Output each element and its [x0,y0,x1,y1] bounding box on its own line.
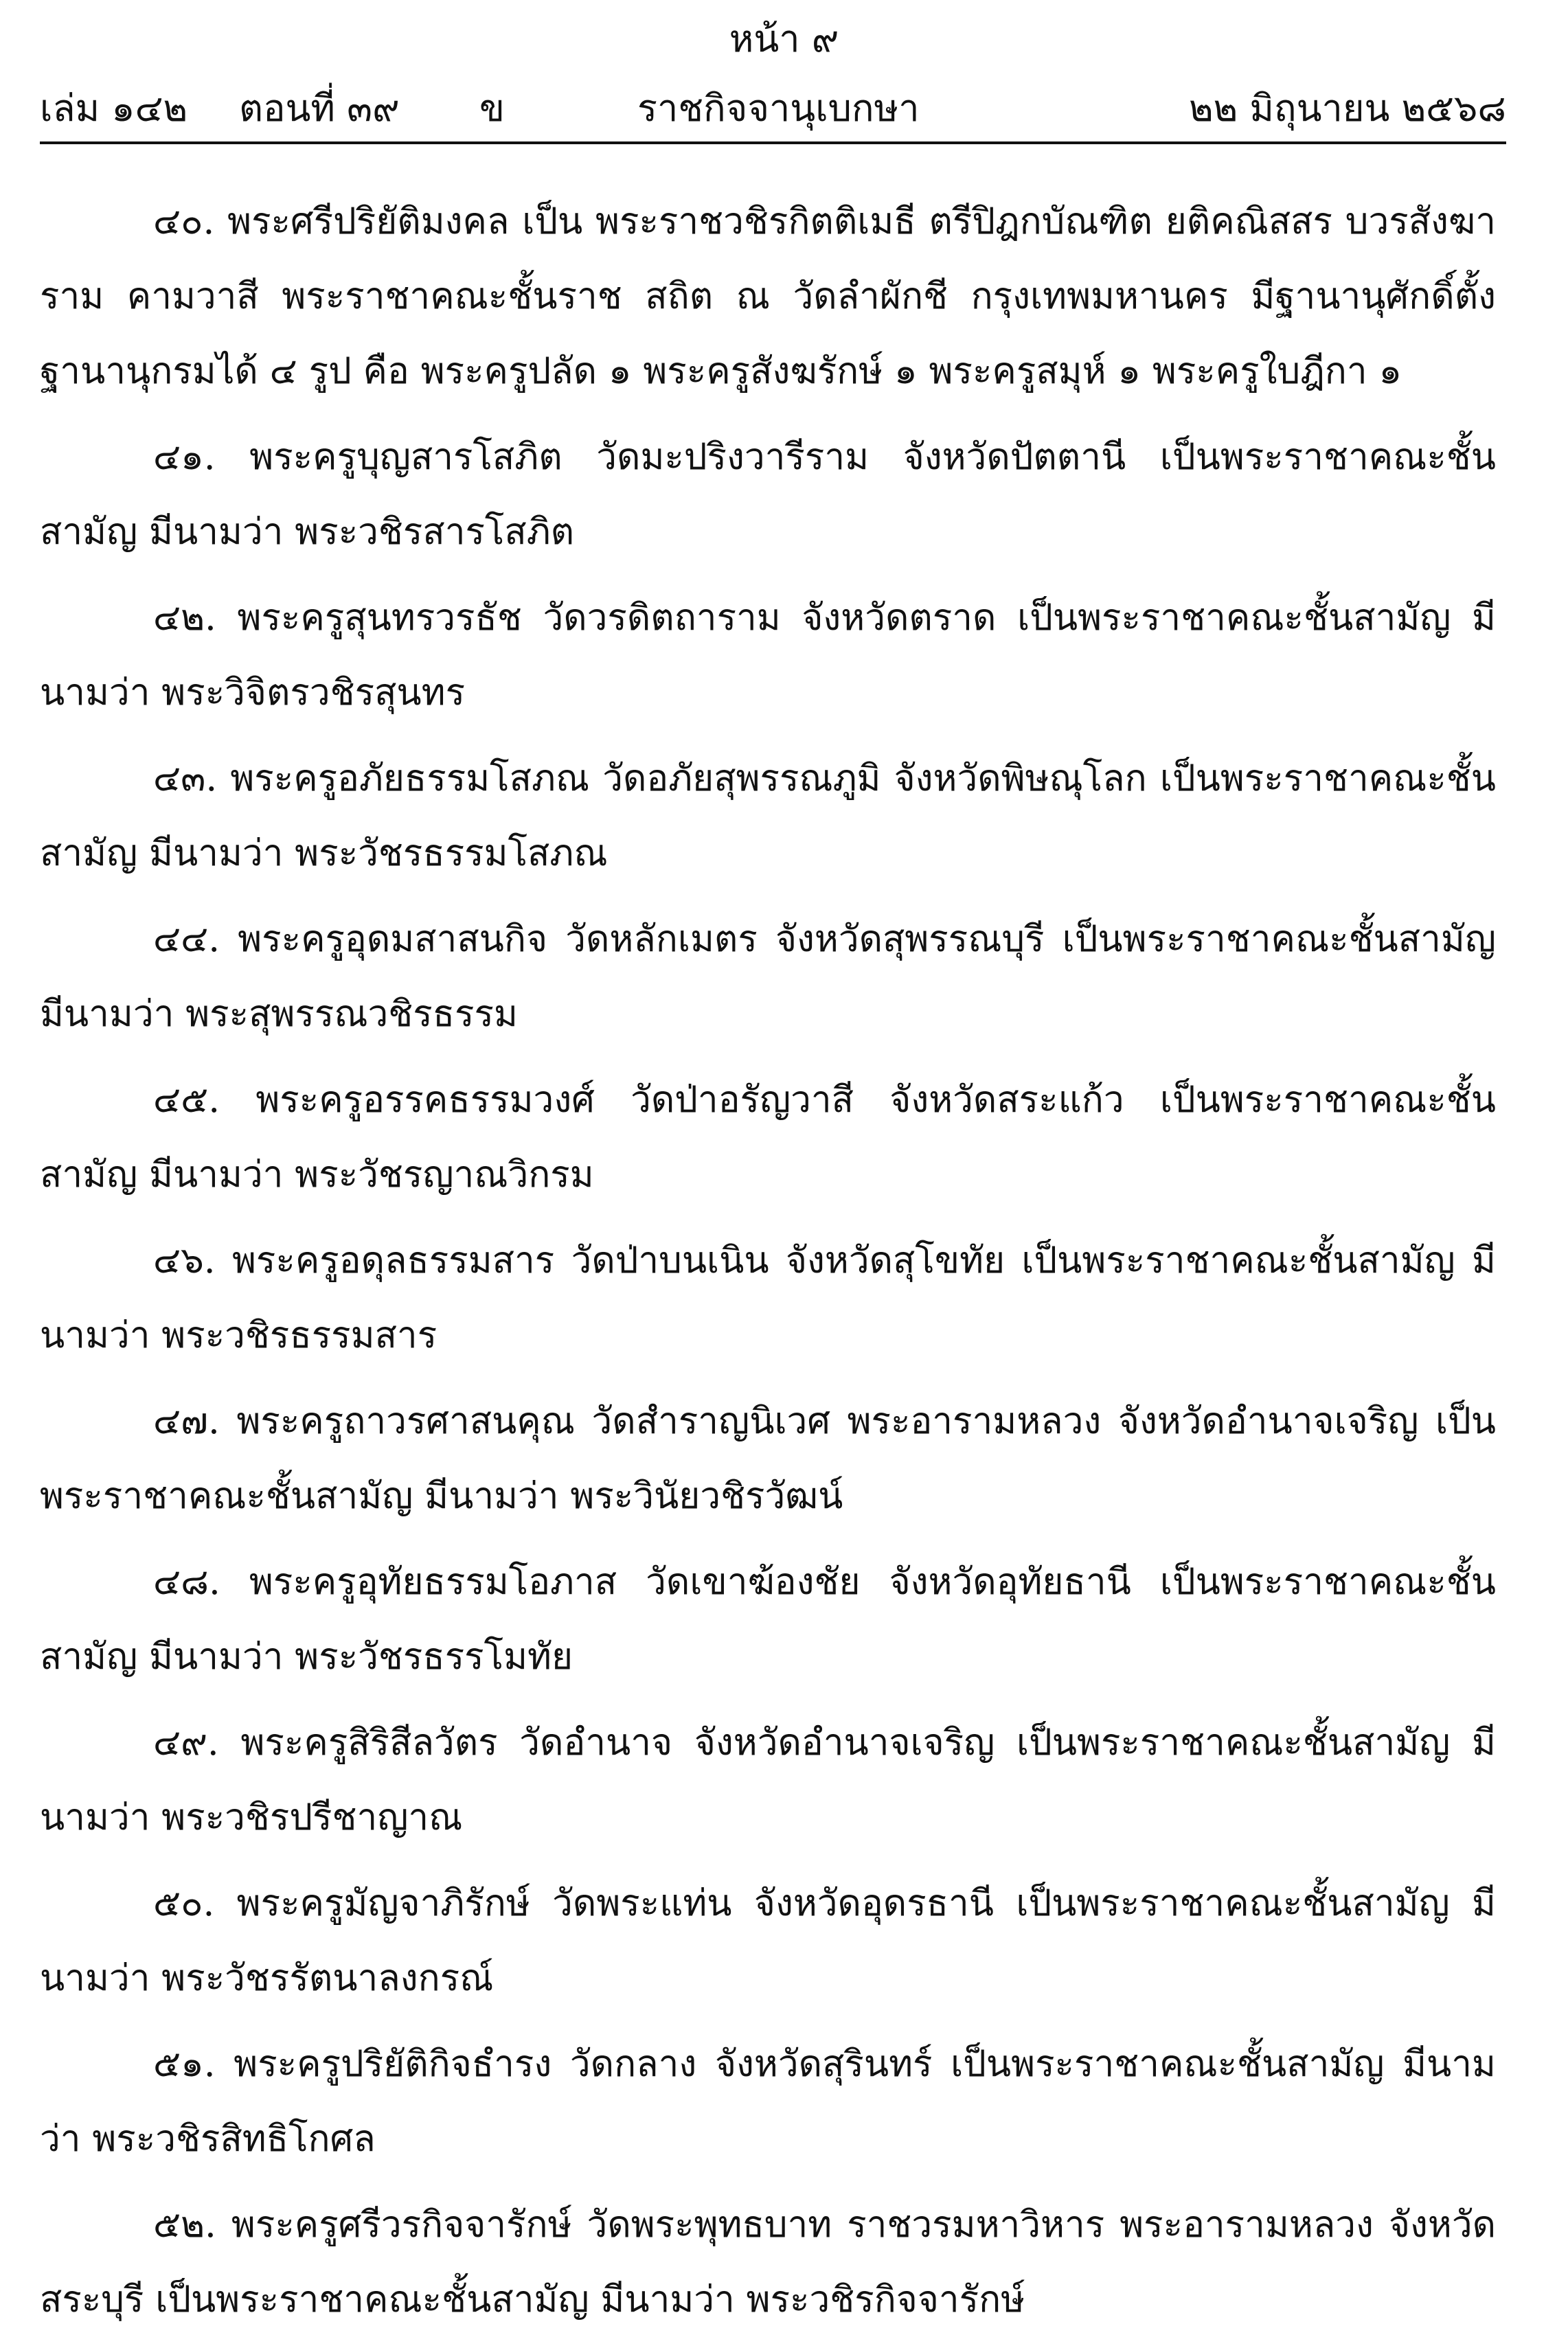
part-label: ข [479,87,505,130]
volume-number: เล่ม ๑๔๒ [40,87,188,130]
list-item: ๔๒. พระครูสุนทรวรธัช วัดวรดิตถาราม จังหวัดตราด เป็นพระราชาคณะชั้นสามัญ มีนามว่า พระวิจิตรวชิรสุนทร [40,597,1496,714]
section-number: ตอนที่ ๓๙ [239,87,400,130]
running-header [40,81,1506,136]
list-item: ๔๕. พระครูอรรคธรรมวงศ์ วัดป่าอรัญวาสี จังหวัดสระแก้ว เป็นพระราชาคณะชั้นสามัญ มีนามว่า พระวัชรญาณวิกรม [40,1079,1496,1196]
list-item: ๔๙. พระครูสิริสีลวัตร วัดอำนาจ จังหวัดอำนาจเจริญ เป็นพระราชาคณะชั้นสามัญ มีนามว่า พระวชิรปรีชาญาณ [40,1722,1496,1838]
list-item: ๔๔. พระครูอุดมสาสนกิจ วัดหลักเมตร จังหวัดสุพรรณบุรี เป็นพระราชาคณะชั้นสามัญ มีนามว่า พระสุพรรณวชิรธรรม [40,918,1496,1035]
document-body [40,184,1496,2348]
list-item: ๔๓. พระครูอภัยธรรมโสภณ วัดอภัยสุพรรณภูมิ จังหวัดพิษณุโลก เป็นพระราชาคณะชั้นสามัญ มีนามว่า พระวัชรธรรมโสภณ [40,757,1496,874]
list-item: ๔๗. พระครูถาวรศาสนคุณ วัดสำราญนิเวศ พระอารามหลวง จังหวัดอำนาจเจริญ เป็นพระราชาคณะชั้นสามัญ มีนามว่า พระวินัยวชิรวัฒน์ [40,1400,1496,1517]
publication-date: ๒๒ มิถุนายน ๒๕๖๘ [1188,87,1506,130]
list-item: ๔๐. พระศรีปริยัติมงคล เป็น พระราชวชิรกิตติเมธี ตรีปิฎกบัณฑิต ยติคณิสสร บวรสังฆาราม คามวาสี พระราชาคณะชั้นราช สถิต ณ วัดลำผักชี กรุงเทพมหานคร มีฐานานุศักดิ์ตั้งฐานานุกรมได้ ๔ รูป คือ พระครูปลัด ๑ พระครูสังฆรักษ์ ๑ พระครูสมุห์ ๑ พระครูใบฎีกา ๑ [40,201,1496,392]
header-divider [40,141,1506,144]
publication-title: ราชกิจจานุเบกษา [637,87,920,130]
list-item: ๔๖. พระครูอดุลธรรมสาร วัดป่าบนเนิน จังหวัดสุโขทัย เป็นพระราชาคณะชั้นสามัญ มีนามว่า พระวชิรธรรมสาร [40,1240,1496,1356]
list-item: ๕๐. พระครูมัญจาภิรักษ์ วัดพระแท่น จังหวัดอุดรธานี เป็นพระราชาคณะชั้นสามัญ มีนามว่า พระวัชรรัตนาลงกรณ์ [40,1882,1496,1999]
page-number: หน้า ๙ [729,17,839,60]
list-item: ๕๑. พระครูปริยัติกิจธำรง วัดกลาง จังหวัดสุรินทร์ เป็นพระราชาคณะชั้นสามัญ มีนามว่า พระวชิรสิทธิโกศล [40,2043,1496,2160]
list-item: ๔๘. พระครูอุทัยธรรมโอภาส วัดเขาฆ้องชัย จังหวัดอุทัยธานี เป็นพระราชาคณะชั้นสามัญ มีนามว่า พระวัชรธรรโมทัย [40,1561,1496,1678]
list-item: ๕๒. พระครูศรีวรกิจจารักษ์ วัดพระพุทธบาท ราชวรมหาวิหาร พระอารามหลวง จังหวัดสระบุรี เป็นพระราชาคณะชั้นสามัญ มีนามว่า พระวชิรกิจจารักษ์ [40,2204,1496,2321]
list-item: ๔๑. พระครูบุญสารโสภิต วัดมะปริงวารีราม จังหวัดปัตตานี เป็นพระราชาคณะชั้นสามัญ มีนามว่า พระวชิรสารโสภิต [40,436,1496,553]
